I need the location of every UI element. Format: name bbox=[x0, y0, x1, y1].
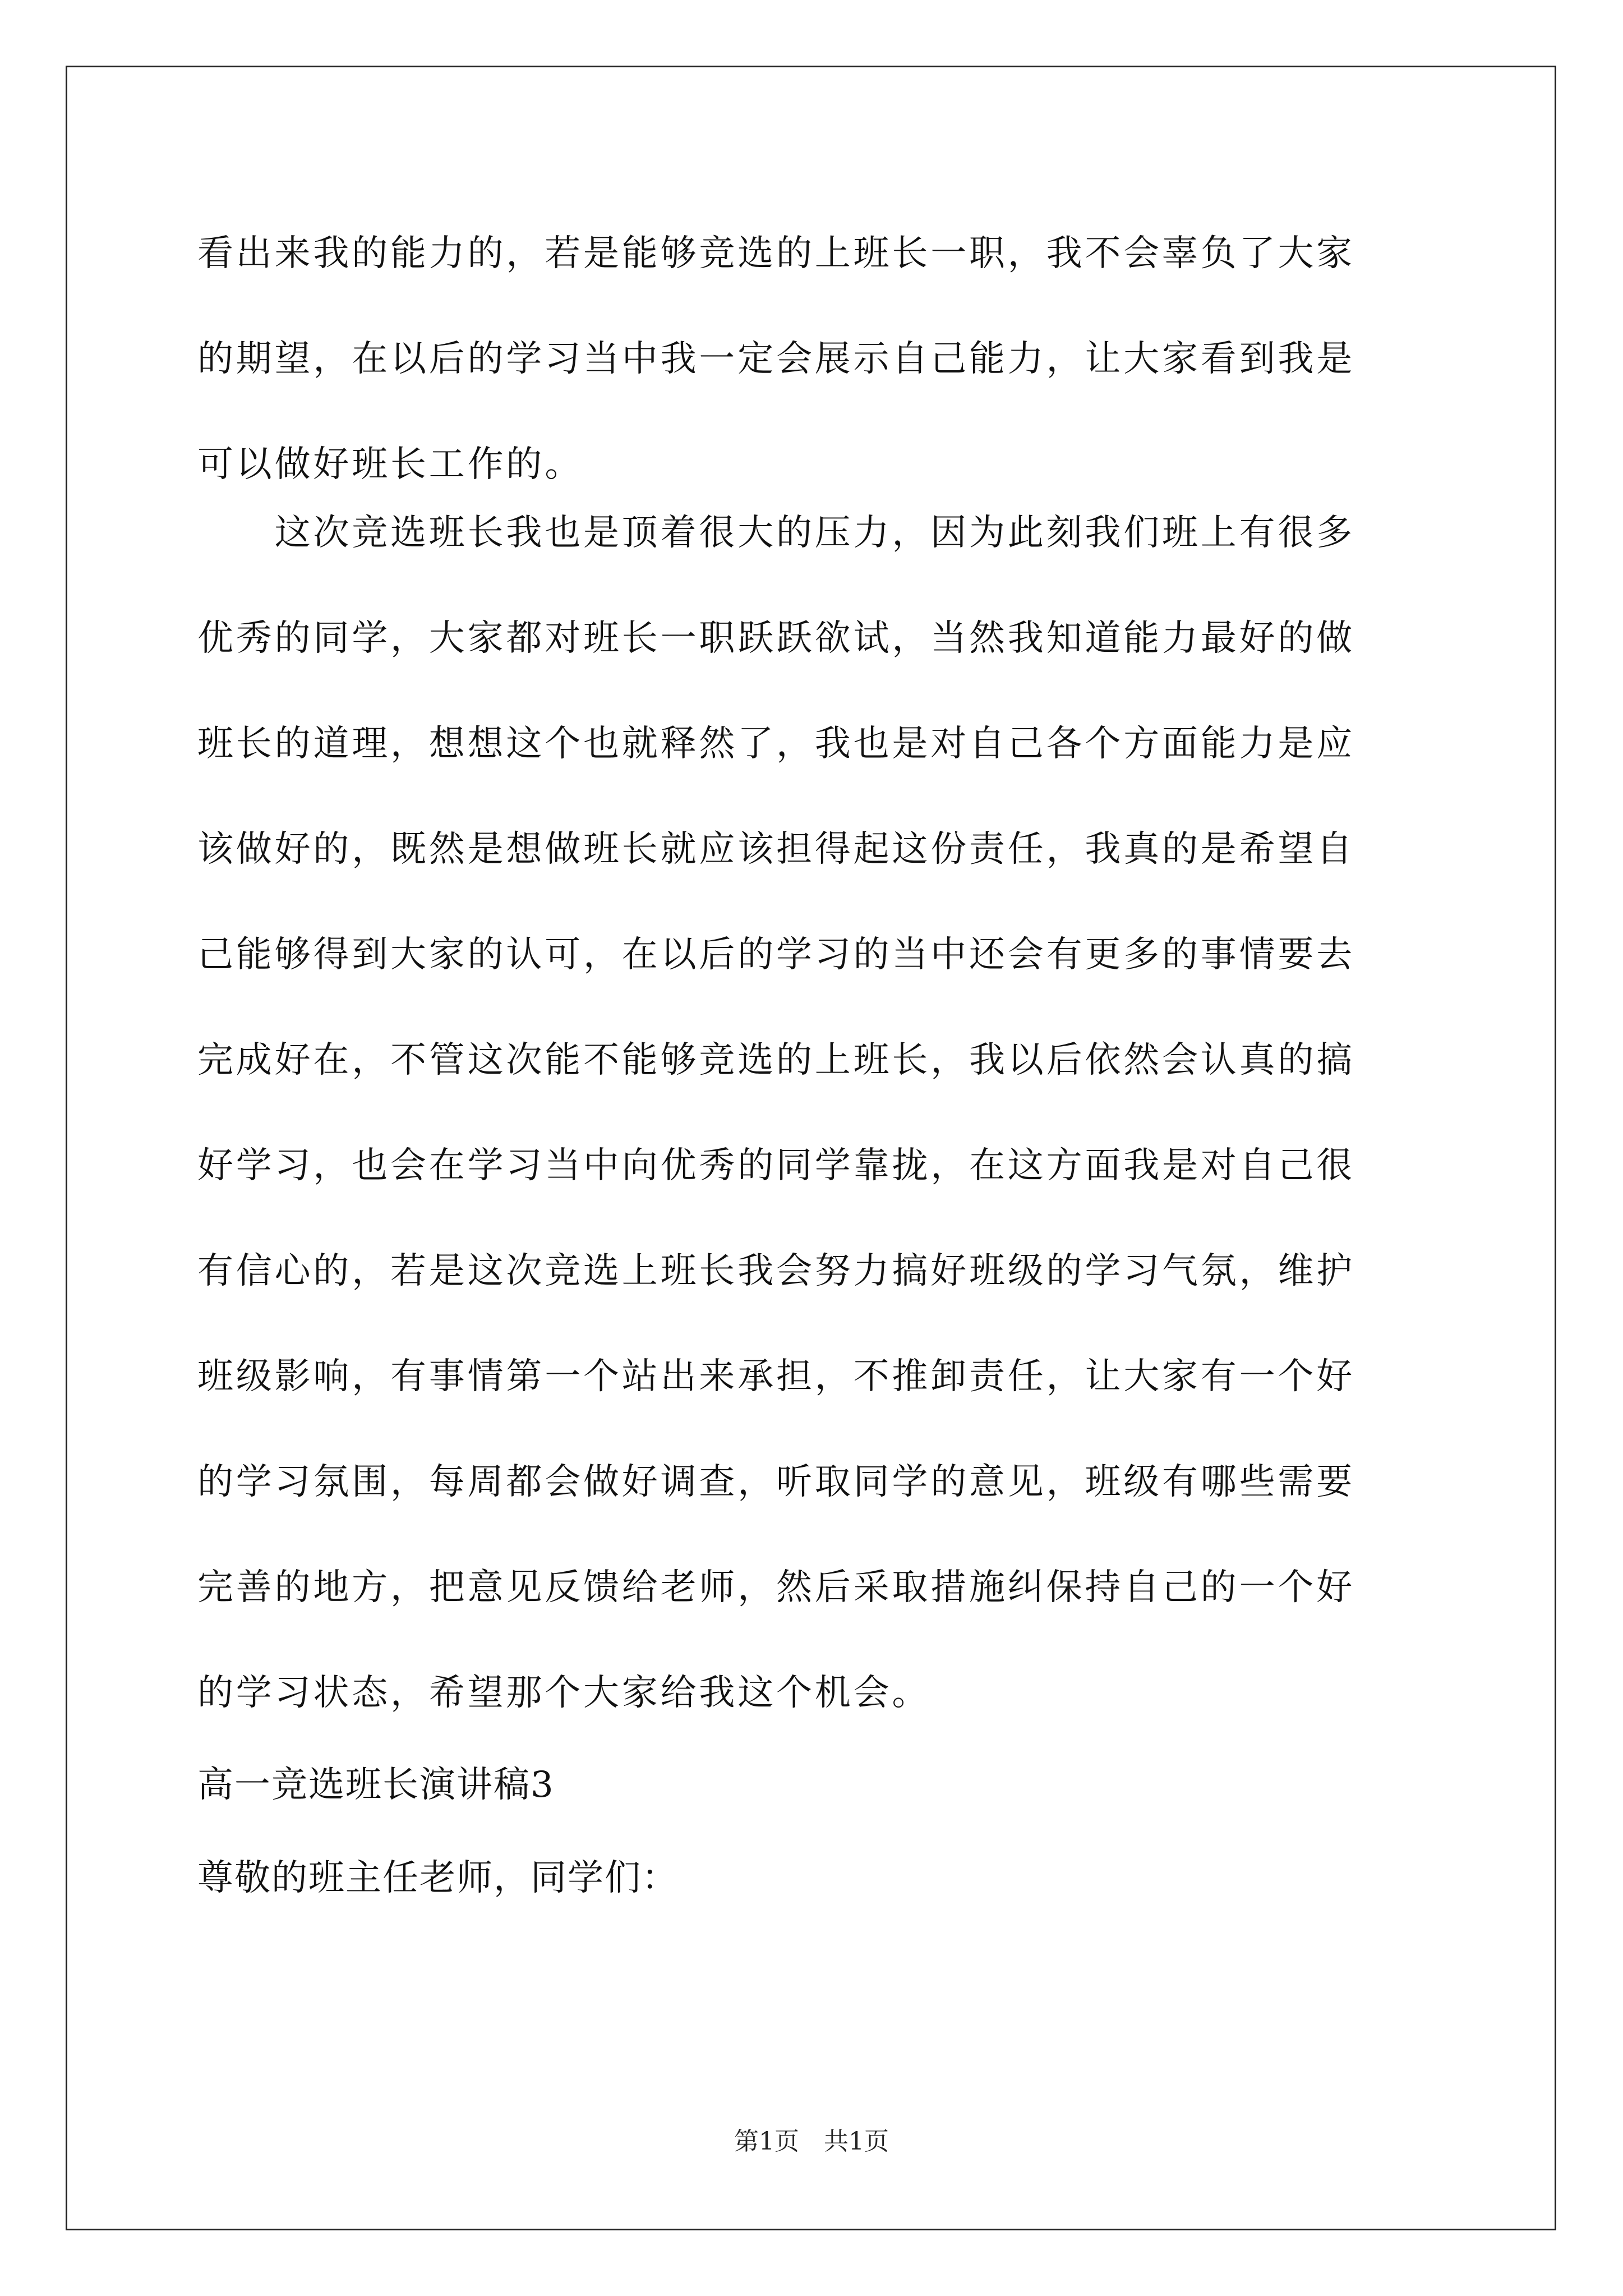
body-line-6: 班长的道理，想想这个也就释然了，我也是对自己各个方面能力是应 bbox=[197, 723, 1355, 765]
body-line-12: 班级影响，有事情第一个站出来承担，不推卸责任，让大家有一个好 bbox=[197, 1356, 1355, 1397]
page-footer: 第1页 共1页 bbox=[734, 2127, 889, 2156]
body-line-7: 该做好的，既然是想做班长就应该担得起这份责任，我真的是希望自 bbox=[197, 829, 1355, 870]
body-line-13: 的学习氛围，每周都会做好调查，听取同学的意见，班级有哪些需要 bbox=[197, 1461, 1355, 1503]
body-line-3: 可以做好班长工作的。 bbox=[197, 444, 583, 485]
body-line-10: 好学习，也会在学习当中向优秀的同学靠拢，在这方面我是对自己很 bbox=[197, 1145, 1355, 1186]
section-heading: 高一竞选班长演讲稿3 bbox=[197, 1764, 555, 1806]
body-line-8: 己能够得到大家的认可，在以后的学习的当中还会有更多的事情要去 bbox=[197, 934, 1355, 976]
body-line-14: 完善的地方，把意见反馈给老师，然后采取措施纠保持自己的一个好 bbox=[197, 1567, 1355, 1608]
body-line-2: 的期望，在以后的学习当中我一定会展示自己能力，让大家看到我是 bbox=[197, 338, 1355, 380]
body-line-9: 完成好在，不管这次能不能够竞选的上班长，我以后依然会认真的搞 bbox=[197, 1039, 1355, 1081]
body-line-1: 看出来我的能力的，若是能够竞选的上班长一职，我不会辜负了大家 bbox=[197, 233, 1355, 274]
body-line-15: 的学习状态，希望那个大家给我这个机会。 bbox=[197, 1672, 931, 1714]
body-line-5: 优秀的同学，大家都对班长一职跃跃欲试，当然我知道能力最好的做 bbox=[197, 618, 1355, 659]
body-line-4: 这次竞选班长我也是顶着很大的压力，因为此刻我们班上有很多 bbox=[197, 512, 1355, 554]
salutation: 尊敬的班主任老师，同学们： bbox=[197, 1857, 679, 1899]
body-line-11: 有信心的，若是这次竞选上班长我会努力搞好班级的学习气氛，维护 bbox=[197, 1250, 1355, 1292]
